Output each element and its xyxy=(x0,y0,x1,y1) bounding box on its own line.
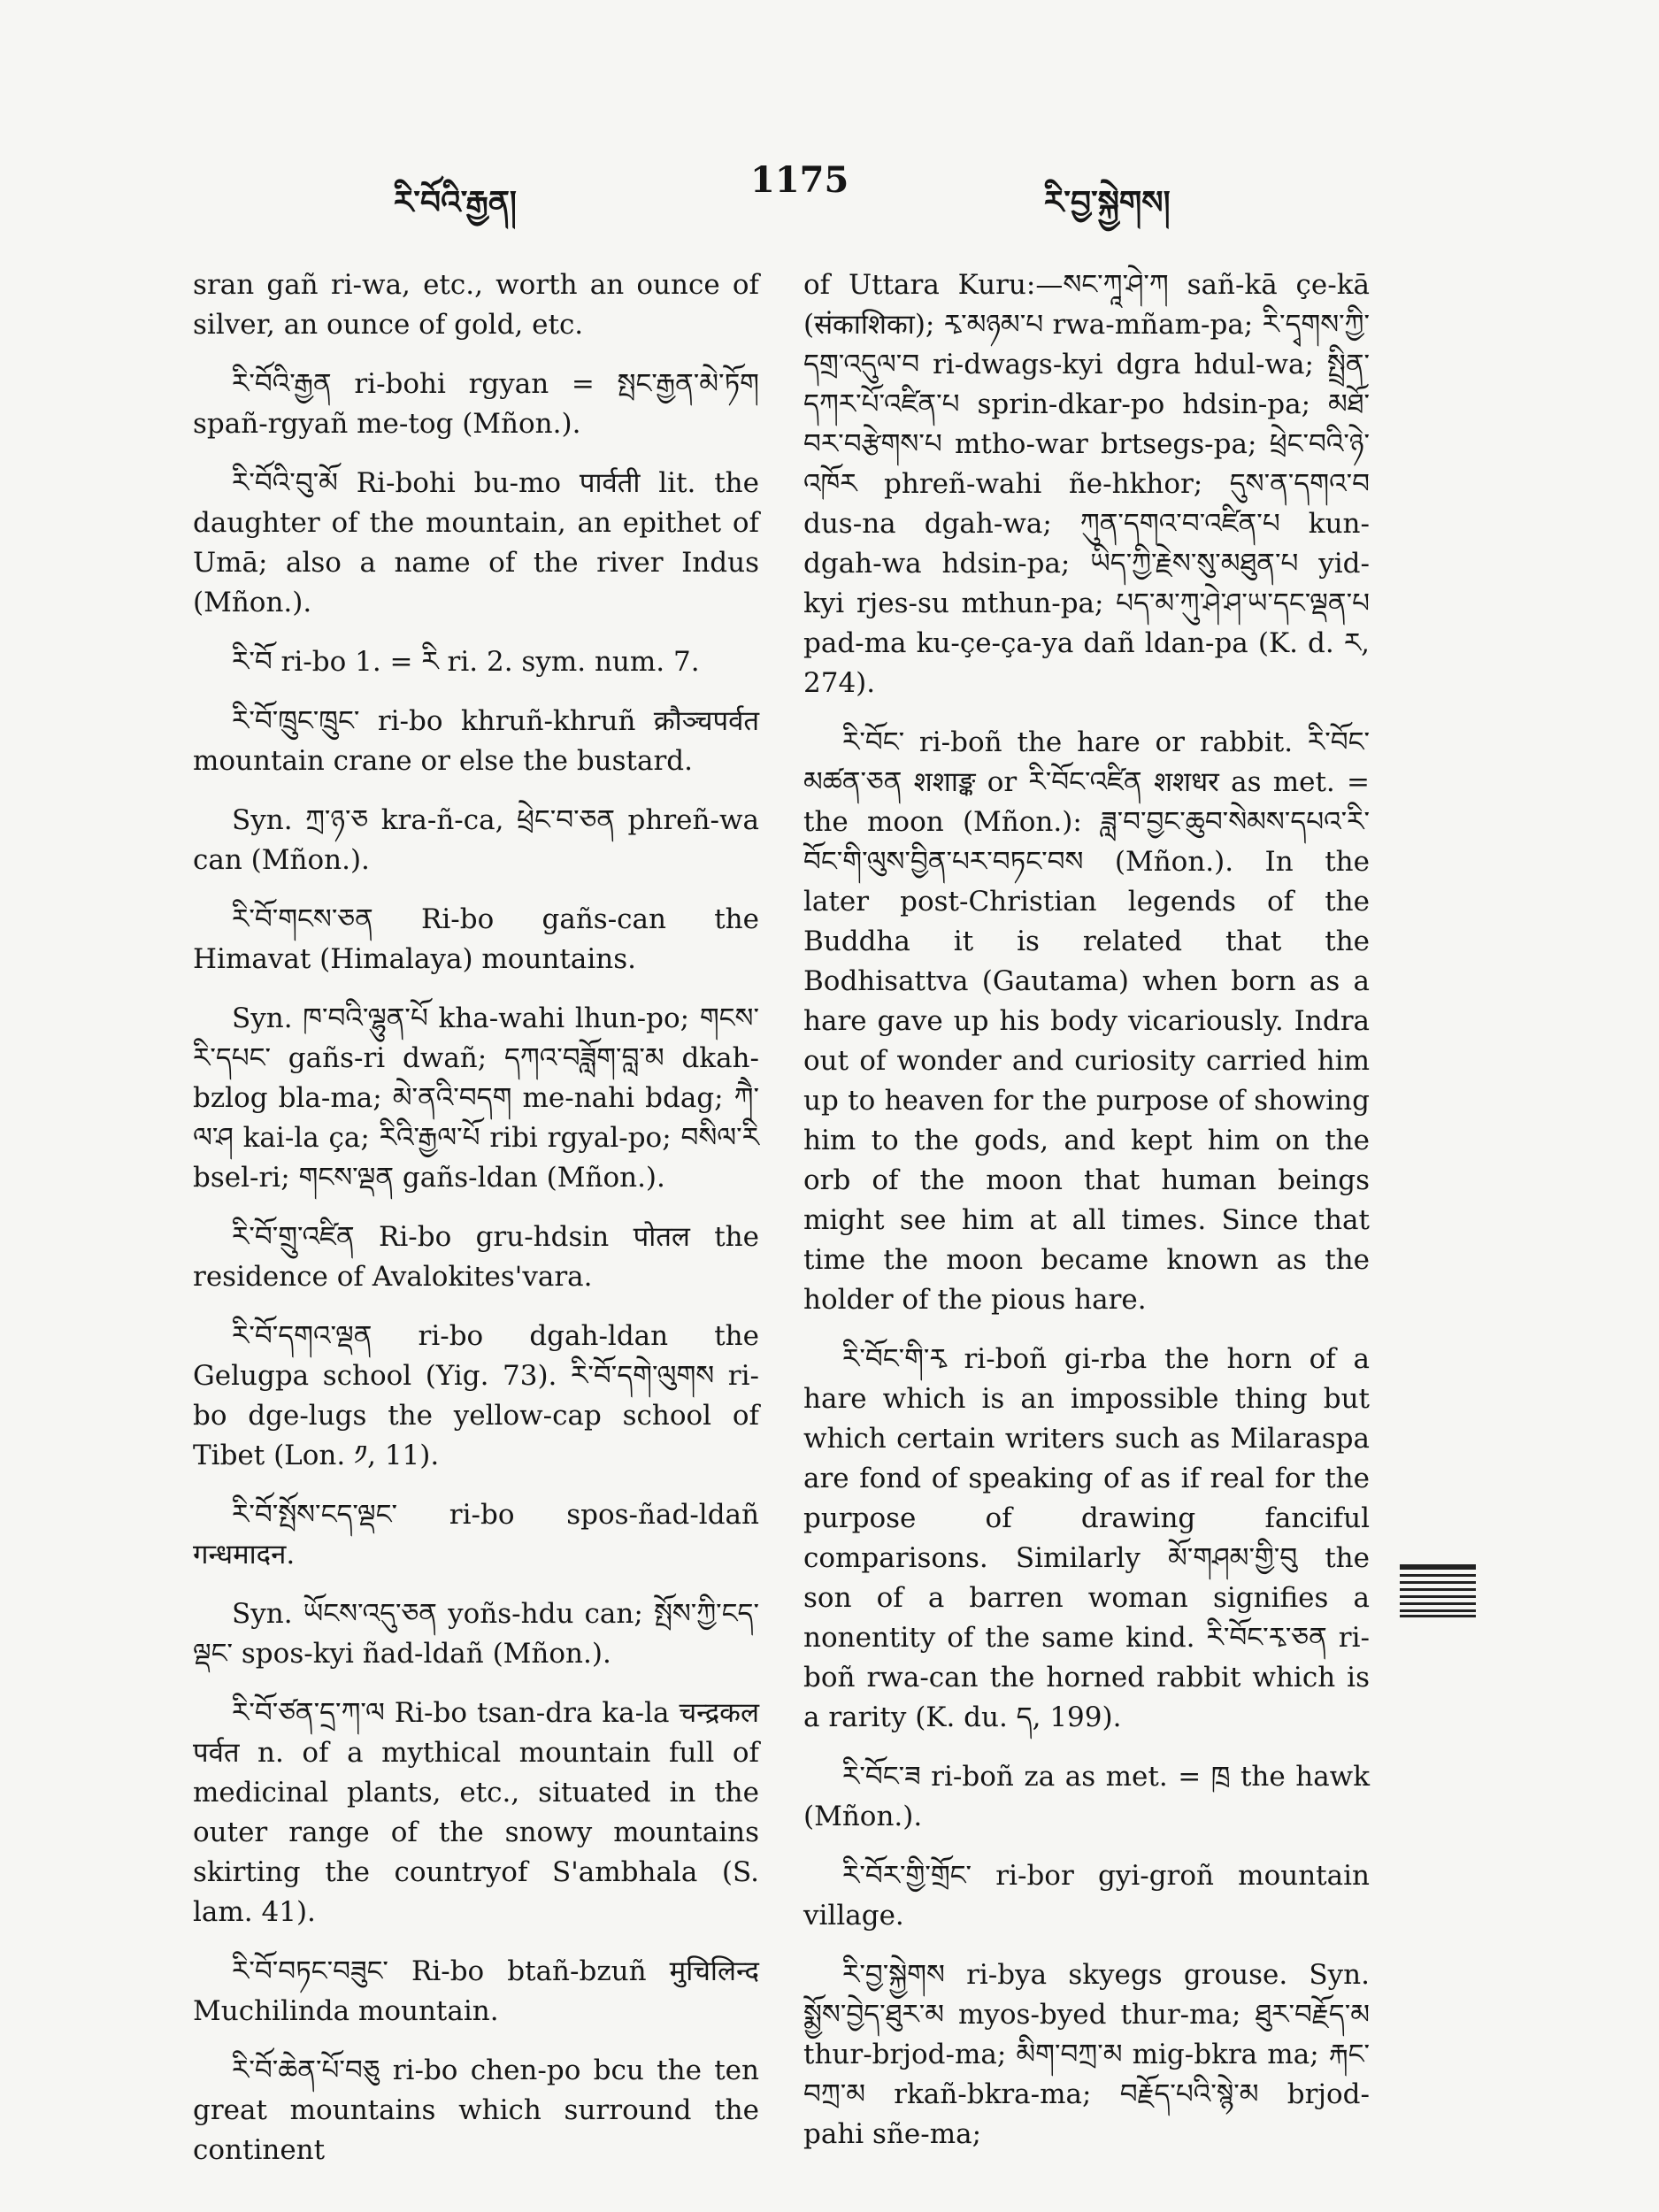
dictionary-entry: Syn. ཡོངས་འདུ་ཅན yoñs-hdu can; སྤོས་ཀྱི་ངད་ལྡང་ spos-kyi ñad-ldañ (Mñon.). xyxy=(193,1598,759,1670)
dictionary-entry: རི་བོ་སྤོས་ངད་ལྡང་ ri-bo spos-ñad-ldañ गन्धमादन. xyxy=(193,1499,759,1571)
dictionary-entry: རི་བོང་གི་རྭ ri-boñ gi-rba the horn of a hare which is an impossible thing but which certain writers such as Milaraspa are fond of speaking of as if real for the purpose of drawing fanciful comparisons. Similarly མོ་གཤམ་གྱི་བུ the son of a barren woman signifies a nonentity of the same kind. རི་བོང་རྭ་ཅན ri-boñ rwa-can the horned rabbit which is a rarity (K. du. ད, 199). xyxy=(803,1343,1370,1733)
page-header xyxy=(0,159,1659,230)
dictionary-entry: རི་བོའི་རྒྱན ri-bohi rgyan = སྤང་རྒྱན་མེ་ཏོག spañ-rgyañ me-tog (Mñon.). xyxy=(193,368,759,440)
dictionary-entry: Syn. ཁ་བའི་ལྷུན་པོ kha-wahi lhun-po; གངས་རི་དཔང་ gañs-ri dwañ; དཀའ་བཟློག་བླ་མ dkah-bzlog bla-ma; མེ་ནའི་བདག me-nahi bdag; ཀཻ་ལ་ཤ kai-la ça; རིའི་རྒྱལ་པོ ribi rgyal-po; བསིལ་རི bsel-ri; གངས་ལྡན gañs-ldan (Mñon.). xyxy=(193,1002,759,1194)
dictionary-entry: རི་བོང་ ri-boñ the hare or rabbit. རི་བོང་མཚན་ཅན शशाङ्क or རི་བོང་འཛིན शशधर as met. = the moon (Mñon.): ཟླ་བ་བྱང་ཆུབ་སེམས་དཔའ་རི་བོང་གི་ལུས་བྱིན་པར་བཏང་བས (Mñon.). In the later post-Christian legends of the Buddha it is related that the Bodhisattva (Gautama) when born as a hare gave up his body vicariously. Indra out of wonder and curiosity carried him up to heaven for the purpose of showing him to the gods, and kept him on the orb of the moon that human beings might see him at all times. Since that time the moon became known as the holder of the pious hare. xyxy=(803,726,1370,1316)
dictionary-entry: རི་བོར་གྱི་གྲོང་ ri-bor gyi-groñ mountain village. xyxy=(803,1860,1370,1932)
dictionary-entry: of Uttara Kuru:—སང་ཀཱ་ཤེ་ཀ sañ-kā çe-kā (संकाशिका); རྭ་མཉམ་པ rwa-mñam-pa; རི་དྭགས་ཀྱི་དགྲ་འདུལ་བ ri-dwags-kyi dgra hdul-wa; སྤྲིན་དཀར་པོ་འཛིན་པ sprin-dkar-po hdsin-pa; མཐོ་བར་བརྩེགས་པ mtho-war brtsegs-pa; ཕྲེང་བའི་ཉེ་འཁོར phreñ-wahi ñe-hkhor; དུས་ན་དགའ་བ dus-na dgah-wa; ཀུན་དགའ་བ་འཛིན་པ kun-dgah-wa hdsin-pa; ཡིད་ཀྱི་རྗེས་སུ་མཐུན་པ yid-kyi rjes-su mthun-pa; པད་མ་ཀུ་ཤེ་ཤ་ཡ་དང་ལྡན་པ pad-ma ku-çe-ça-ya dañ ldan-pa (K. d. ར, 274). xyxy=(803,269,1370,699)
dictionary-entry: རི་བོའི་བུ་མོ Ri-bohi bu-mo पार्वती lit. the daughter of the mountain, an epithet of Umā; also a name of the river Indus (Mñon.). xyxy=(193,467,759,618)
dictionary-entry: རི་བོང་ཟ ri-boñ za as met. = ཁྲ the hawk (Mñon.). xyxy=(803,1761,1370,1832)
dictionary-entry: རི་བོ་གངས་ཅན Ri-bo gañs-can the Himavat (Himalaya) mountains. xyxy=(193,903,759,975)
dictionary-entry: Syn. ཀྲ་ཉ་ཅ kra-ñ-ca, ཕྲེང་བ་ཅན phreñ-wa can (Mñon.). xyxy=(193,804,759,876)
dictionary-entry: རི་བོ་ཙན་དྲ་ཀ་ལ Ri-bo tsan-dra ka-la चन्द्रकल पर्वत n. of a mythical mountain full of medicinal plants, etc., situated in the outer range of the snowy mountains skirting the countryof S'ambhala (S. lam. 41). xyxy=(193,1697,759,1928)
page-number: 1175 xyxy=(750,159,849,201)
dictionary-entry: རི་བོ་ཆེན་པོ་བཅུ ri-bo chen-po bcu the ten great mountains which surround the continent xyxy=(193,2055,759,2166)
right-column xyxy=(803,265,1370,2174)
dictionary-entry: sran gañ ri-wa, etc., worth an ounce of silver, an ounce of gold, etc. xyxy=(193,269,759,341)
dictionary-entry: རི་བོ་ཁྲུང་ཁྲུང་ ri-bo khruñ-khruñ क्रौञ्चपर्वत mountain crane or else the bustard. xyxy=(193,705,759,777)
dictionary-entry: རི་བོ་བཏང་བཟུང་ Ri-bo btañ-bzuñ मुचिलिन्द Muchilinda mountain. xyxy=(193,1955,759,2027)
left-running-headword: རི་བོའི་རྒྱན། xyxy=(394,184,517,221)
right-running-headword: རི་བྱ་སྐྱེགས། xyxy=(1044,184,1171,221)
dictionary-entry: རི་བྱ་སྐྱེགས ri-bya skyegs grouse. Syn. སྨྱོས་བྱེད་ཐུར་མ myos-byed thur-ma; ཐུར་བརྗོད་མ thur-brjod-ma; མིག་བཀྲ་མ mig-bkra ma; རྐང་བཀྲ་མ rkañ-bkra-ma; བརྗོད་པའི་སྙེ་མ brjod-pahi sñe-ma; xyxy=(803,1959,1370,2150)
dictionary-entry: རི་བོ ri-bo 1. = རི ri. 2. sym. num. 7. xyxy=(232,646,700,678)
left-column xyxy=(193,265,759,2190)
dictionary-entry: རི་བོ་དགའ་ལྡན ri-bo dgah-ldan the Gelugpa school (Yig. 73). རི་བོ་དགེ་ལུགས ri-bo dge-lugs the yellow-cap school of Tibet (Lon. ༡, 11). xyxy=(193,1320,759,1471)
dictionary-entry: རི་བོ་གྲུ་འཛིན Ri-bo gru-hdsin पोतल the residence of Avalokites'vara. xyxy=(193,1221,759,1293)
margin-ornament xyxy=(1400,1564,1476,1617)
